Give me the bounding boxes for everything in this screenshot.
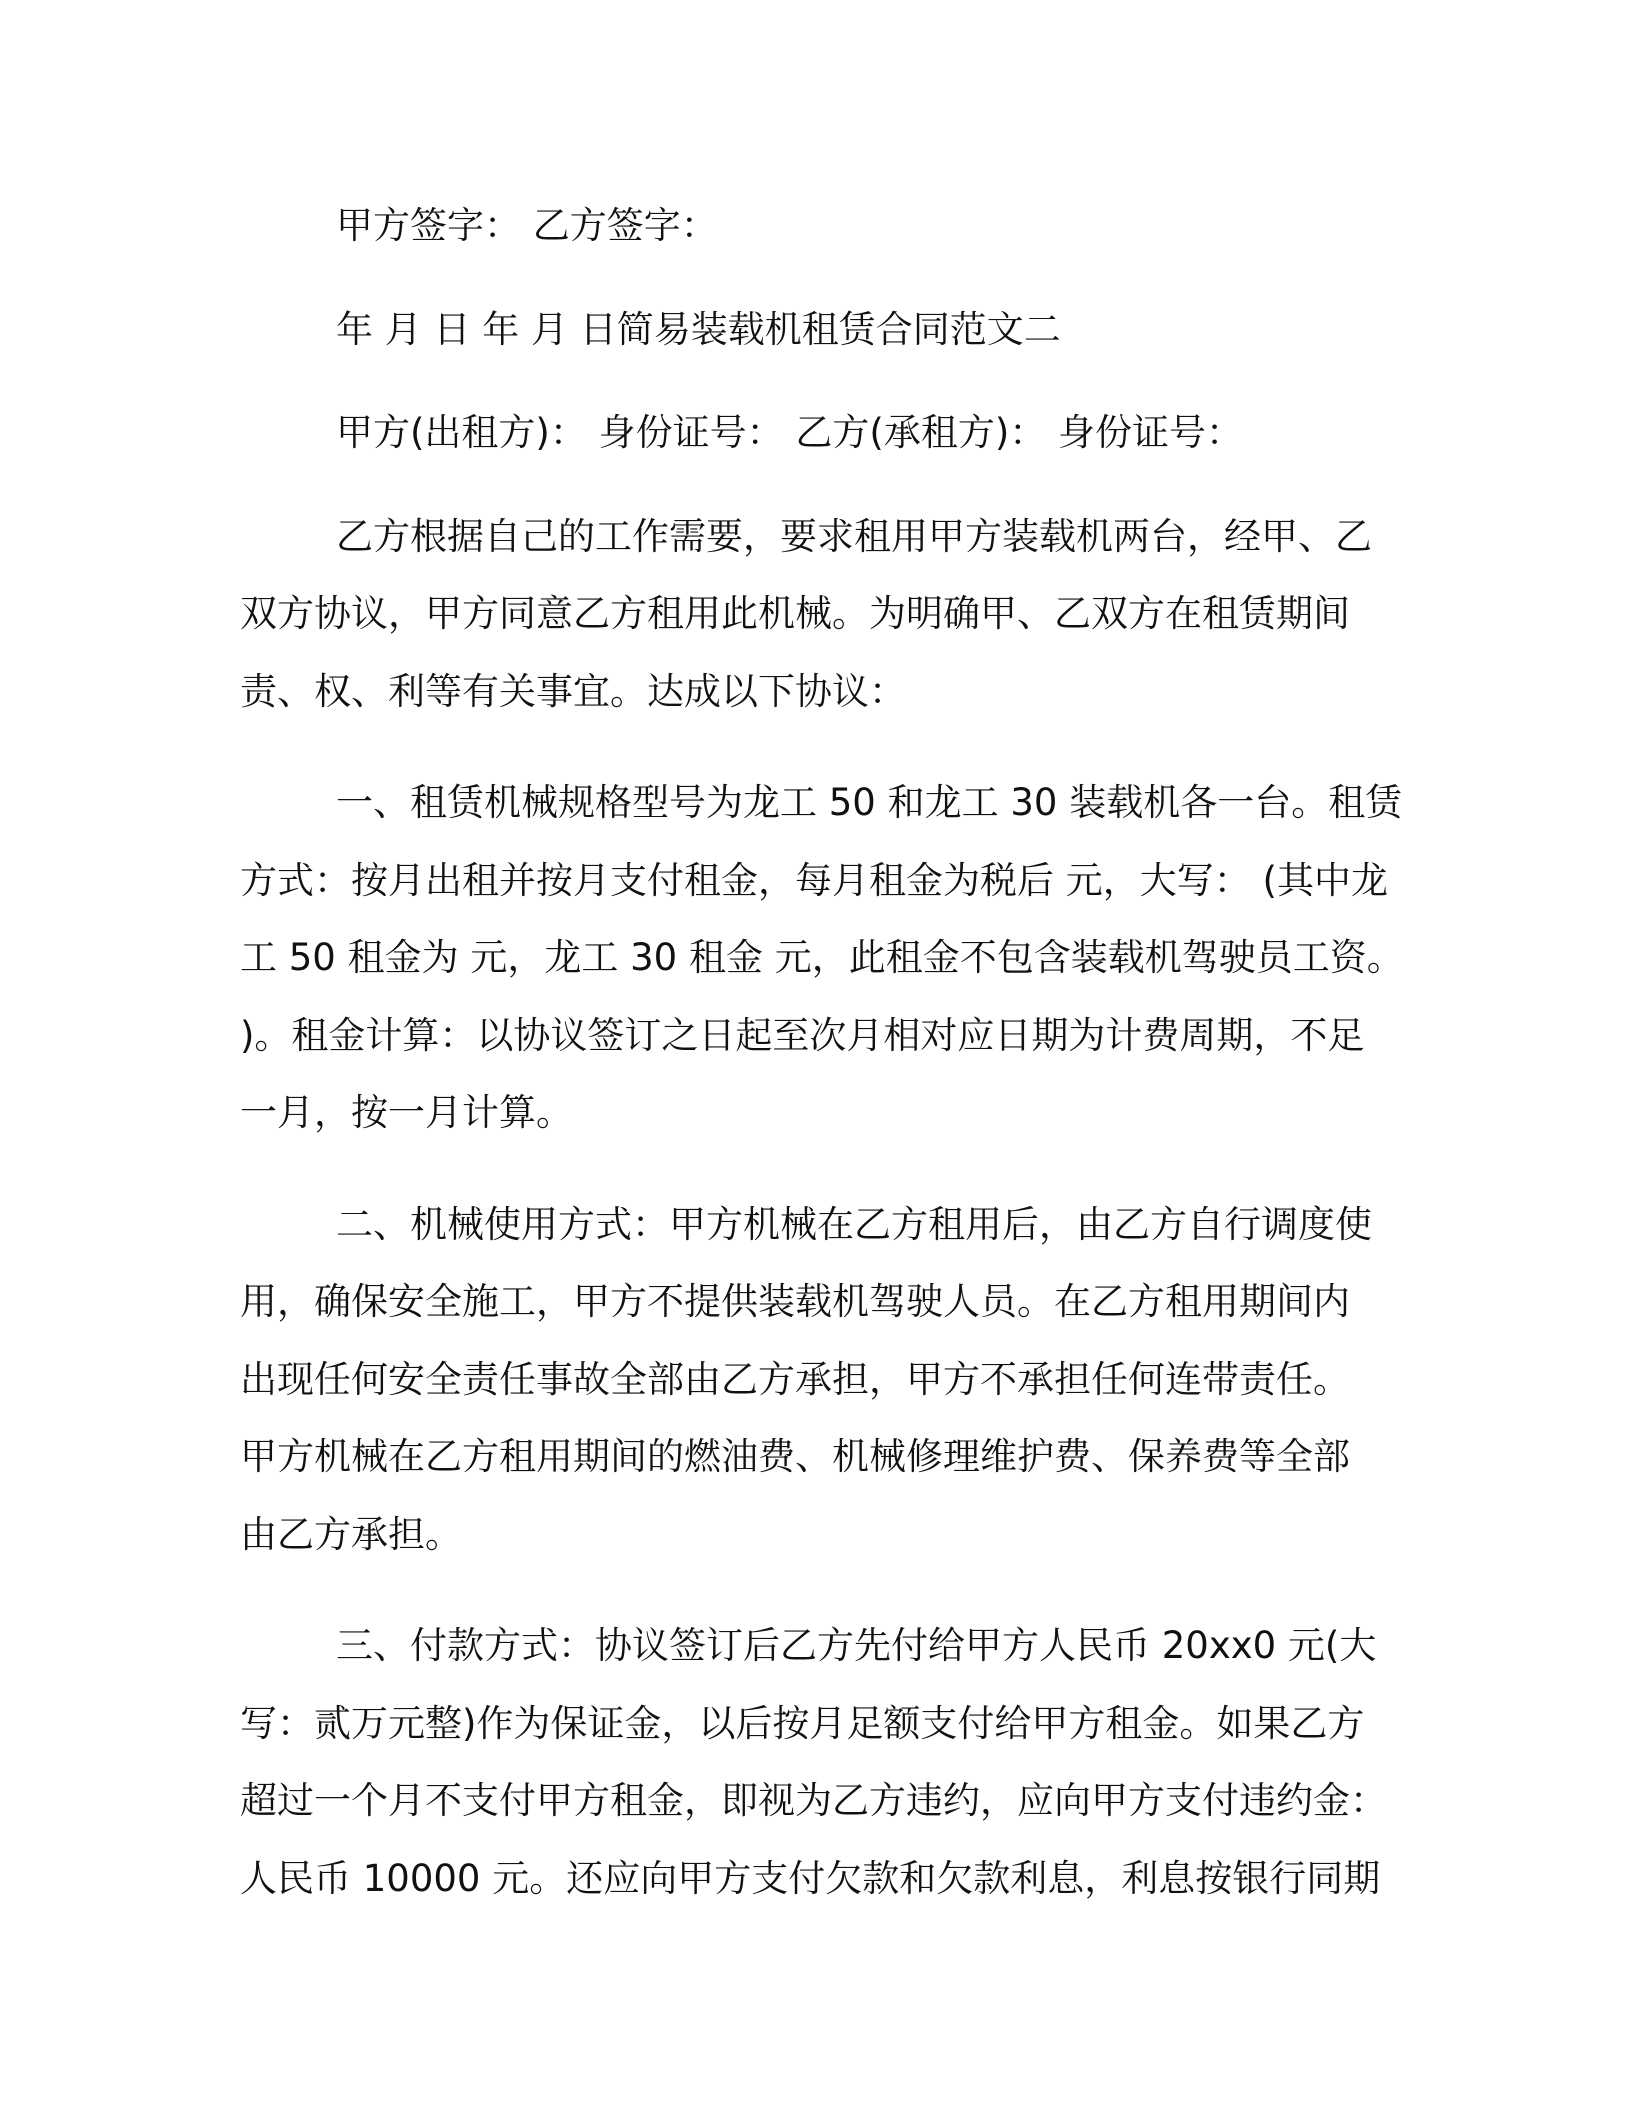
signatures-line: 甲方签字： 乙方签字：: [336, 204, 718, 247]
clause-1-line: 一月，按一月计算。: [240, 1091, 573, 1134]
document-body: [240, 187, 1404, 1917]
intro-line: 乙方根据自己的工作需要，要求租用甲方装载机两台，经甲、乙: [336, 514, 1372, 558]
parties-line: 甲方(出租方)： 身份证号： 乙方(承租方)： 身份证号：: [336, 411, 1244, 454]
clause-3-paragraph: [240, 1607, 1400, 1917]
clause-1-paragraph: [240, 764, 1404, 1152]
clause-2-line: 甲方机械在乙方租用期间的燃油费、机械修理维护费、保养费等全部: [240, 1435, 1350, 1478]
intro-line: 双方协议，甲方同意乙方租用此机械。为明确甲、乙双方在租赁期间: [240, 592, 1350, 635]
intro-line: 责、权、利等有关事宜。达成以下协议：: [240, 669, 906, 713]
clause-1-line: 工 50 租金为 元，龙工 30 租金 元，此租金不包含装载机驾驶员工资。: [240, 936, 1404, 979]
clause-3-line: 人民币 10000 元。还应向甲方支付欠款和欠款利息，利息按银行同期: [240, 1856, 1381, 1900]
clause-3-line: 超过一个月不支付甲方租金，即视为乙方违约，应向甲方支付违约金：: [240, 1779, 1387, 1822]
clause-2-line: 出现任何安全责任事故全部由乙方承担，甲方不承担任何连带责任。: [240, 1357, 1350, 1401]
clause-1-line: 方式：按月出租并按月支付租金，每月租金为税后 元，大写： (其中龙: [240, 858, 1388, 902]
clause-3-line: 三、付款方式：协议签订后乙方先付给甲方人民币 20xx0 元(大: [336, 1624, 1377, 1667]
clause-3-line: 写：贰万元整)作为保证金，以后按月足额支付给甲方租金。如果乙方: [240, 1701, 1365, 1745]
clause-1-line: 一、租赁机械规格型号为龙工 50 和龙工 30 装载机各一台。租赁: [336, 781, 1403, 824]
clause-1-line: )。租金计算：以协议签订之日起至次月相对应日期为计费周期，不足: [240, 1013, 1365, 1057]
clause-2-line: 由乙方承担。: [240, 1512, 462, 1556]
clause-2-line: 用，确保安全施工，甲方不提供装载机驾驶人员。在乙方租用期间内: [240, 1280, 1350, 1323]
clause-2-paragraph: [240, 1186, 1400, 1574]
clause-2-line: 二、机械使用方式：甲方机械在乙方租用后，由乙方自行调度使: [336, 1202, 1372, 1246]
intro-paragraph: [240, 498, 1400, 731]
date-title-line: 年 月 日 年 月 日简易装载机租赁合同范文二: [336, 307, 1061, 351]
